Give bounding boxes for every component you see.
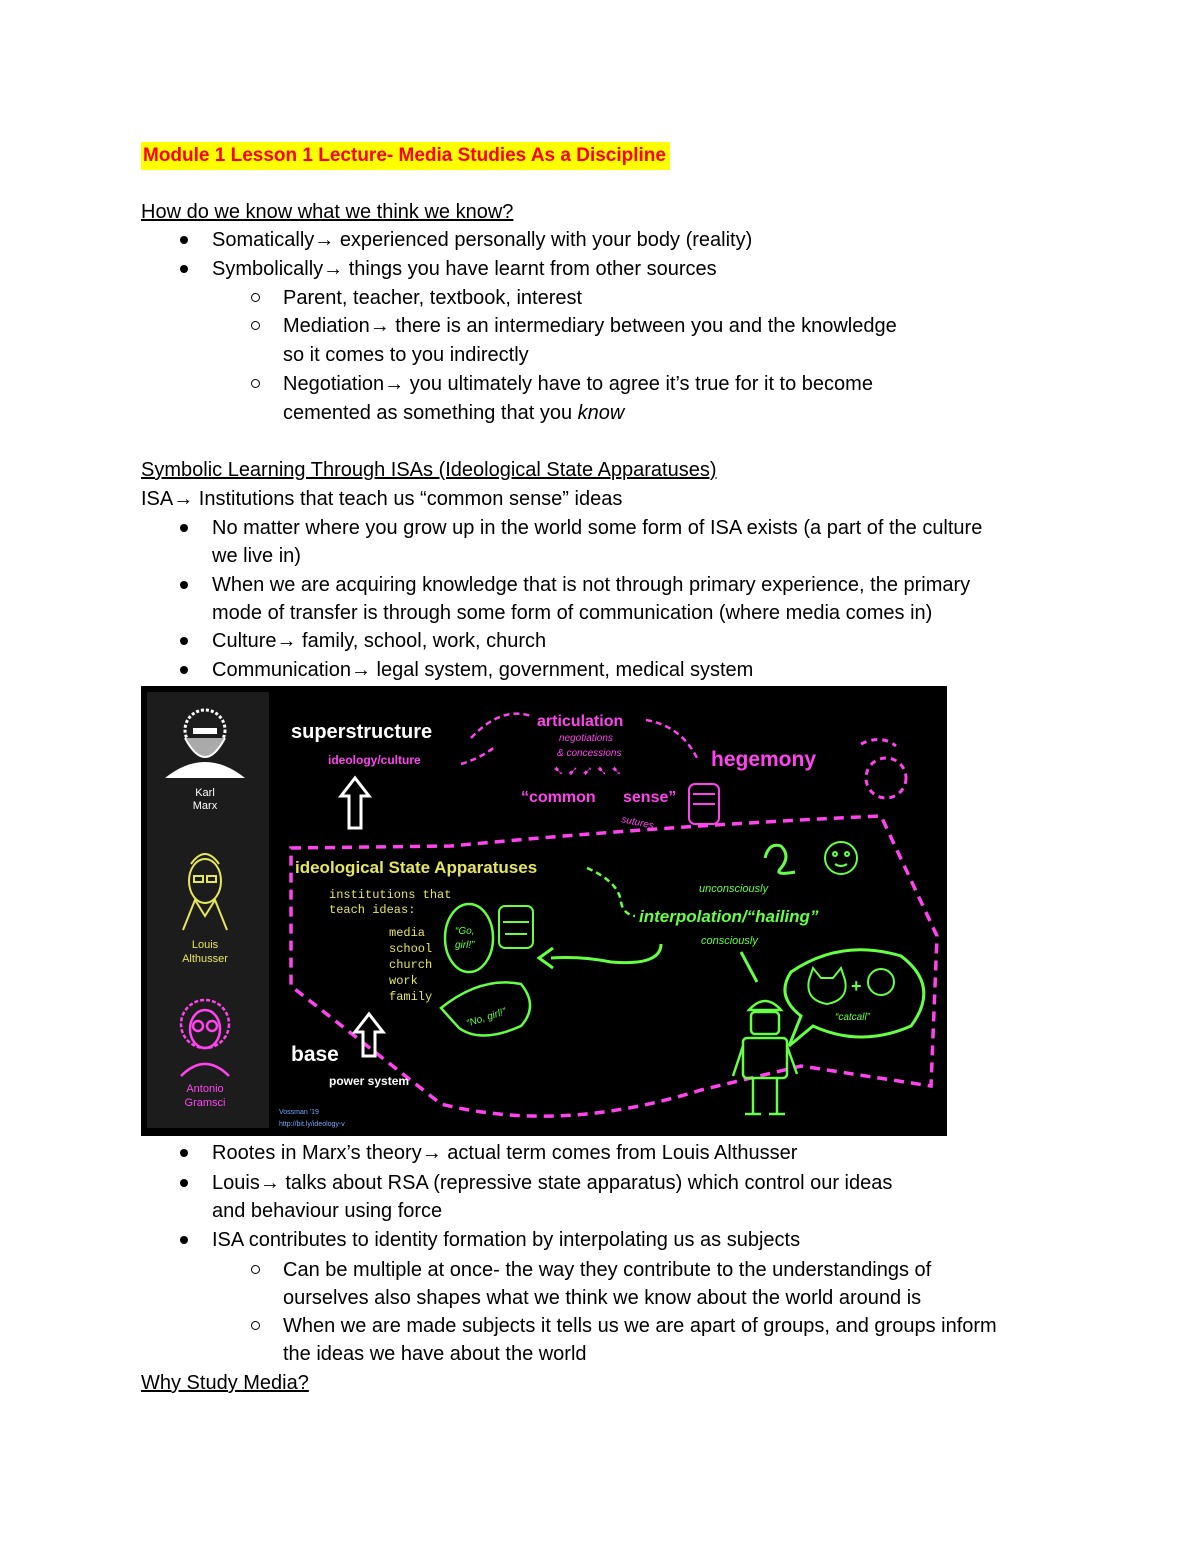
theorist-name-althusser-2: Althusser (182, 953, 228, 965)
sub-bullet-multiple-cont: ourselves also shapes what we think we know about the world around is (283, 1287, 922, 1309)
ideology-culture-label: ideology/culture (328, 753, 421, 767)
emphasis-know: know (577, 402, 625, 424)
superstructure-label: superstructure (291, 721, 433, 743)
theorist-name-marx-1: Karl (195, 787, 215, 799)
negotiation-text: cemented as something that you (283, 402, 578, 424)
institution-work: work (389, 974, 418, 988)
bullet-communication: Communication→ legal system, government, medical system (212, 659, 754, 681)
section-heading-how-do-we-know: How do we know what we think we know? (141, 201, 514, 223)
document-title: Module 1 Lesson 1 Lecture- Media Studies As a Discipline (141, 142, 670, 170)
small-arrows-icon: ➷ ➹ ➹ ➷ ➷ (553, 763, 622, 778)
negotiations-label: negotiations (559, 733, 613, 744)
theorist-name-gramsci-1: Antonio (186, 1083, 224, 1095)
section-heading-why-study-media: Why Study Media? (141, 1372, 309, 1394)
bullet-rootes-marx: Rootes in Marx’s theory→ actual term comes from Louis Althusser (212, 1142, 798, 1164)
institution-media: media (389, 926, 426, 940)
credit-author: Vossman '19 (279, 1109, 319, 1116)
common-label: “common (521, 789, 596, 806)
section-heading-symbolic-learning: Symbolic Learning Through ISAs (Ideological State Apparatuses) (141, 459, 717, 481)
institution-church: church (389, 958, 433, 972)
theorist-name-gramsci-2: Gramsci (184, 1097, 226, 1109)
go-girl-text-1: “Go, (455, 926, 475, 937)
interpolation-label: interpolation/“hailing” (639, 907, 819, 926)
credit-link: http://bit.ly/ideology-v (279, 1121, 345, 1128)
concessions-label: & concessions (557, 748, 622, 759)
sub-bullet-sources: Parent, teacher, textbook, interest (283, 287, 583, 309)
institution-school: school (389, 942, 433, 956)
no-girl-text: “No, girl!” (465, 1006, 508, 1030)
sub-bullet-subjects-cont: the ideas we have about the world (283, 1343, 587, 1365)
bullet-isa-exists: No matter where you grow up in the world some form of ISA exists (a part of the culture (212, 517, 983, 539)
bullet-culture: Culture→ family, school, work, church (212, 630, 547, 652)
bullet-louis-rsa-cont: and behaviour using force (212, 1200, 443, 1222)
sub-bullet-negotiation-cont (283, 401, 624, 425)
bullet-isa-exists-cont: we live in) (212, 545, 301, 567)
power-system-label: power system (329, 1074, 410, 1088)
catcall-text: “catcall” (835, 1012, 871, 1023)
sense-label: sense” (623, 789, 677, 806)
hegemony-label: hegemony (711, 748, 817, 771)
institutions-line-2: teach ideas: (329, 903, 416, 917)
sutures-label: sutures (620, 814, 655, 832)
ideology-diagram (141, 686, 947, 1136)
unconsciously-label: unconsciously (699, 883, 769, 895)
bullet-acquiring-knowledge-cont: mode of transfer is through some form of communication (where media comes in) (212, 602, 933, 624)
institutions-line-1: institutions that (329, 888, 452, 902)
theorist-name-marx-2: Marx (192, 800, 218, 812)
isa-definition: ISA→ Institutions that teach us “common sense” ideas (141, 488, 623, 510)
go-girl-text-2: girl!” (455, 940, 475, 951)
sub-bullet-multiple: Can be multiple at once- the way they contribute to the understandings of (283, 1259, 932, 1281)
bullet-acquiring-knowledge: When we are acquiring knowledge that is not through primary experience, the primary (212, 574, 971, 596)
sub-bullet-mediation: Mediation→ there is an intermediary between you and the knowledge (283, 315, 897, 337)
articulation-label: articulation (537, 713, 624, 730)
isa-title: ideological State Apparatuses (295, 858, 538, 877)
theorist-name-althusser-1: Louis (191, 939, 219, 951)
bullet-somatically: Somatically→ experienced personally with your body (reality) (212, 229, 753, 251)
bullet-symbolically: Symbolically→ things you have learnt from other sources (212, 258, 717, 280)
institution-family: family (389, 990, 433, 1004)
sub-bullet-mediation-cont: so it comes to you indirectly (283, 344, 529, 366)
consciously-label: consciously (701, 935, 758, 947)
bullet-louis-rsa: Louis→ talks about RSA (repressive state apparatus) which control our ideas (212, 1172, 893, 1194)
sub-bullet-subjects: When we are made subjects it tells us we are apart of groups, and groups inform (283, 1315, 997, 1337)
bullet-isa-identity: ISA contributes to identity formation by interpolating us as subjects (212, 1229, 801, 1251)
plus-sign: + (851, 976, 862, 996)
sub-bullet-negotiation: Negotiation→ you ultimately have to agree it’s true for it to become (283, 373, 873, 395)
base-label: base (291, 1043, 339, 1066)
